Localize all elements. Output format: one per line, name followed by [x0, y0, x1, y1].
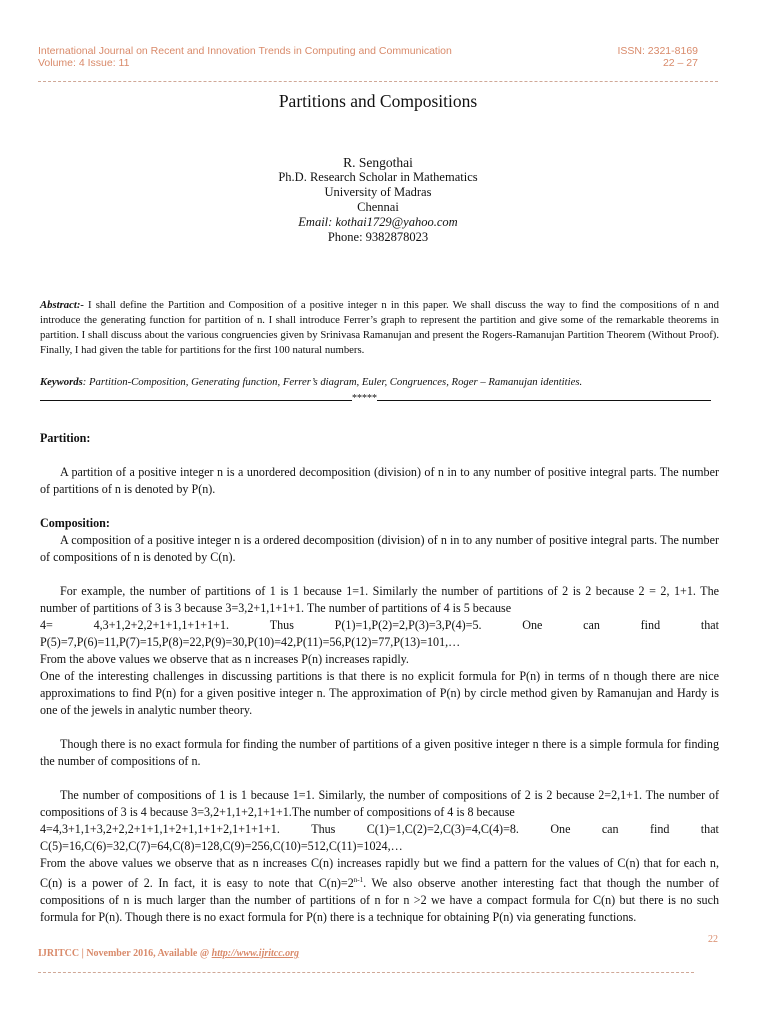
exact-formula-paragraph: Though there is no exact formula for finding the number of partitions of a given positive integer n there is a simple formula for finding the number of compositions of n.	[40, 737, 719, 768]
word: 4=4,3+1,1+3,2+2,2+1+1,1+2+1,1+1+2,1+1+1+1.	[40, 822, 280, 836]
partition-observation: From the above values we observe that as n increases P(n) increases rapidly.	[40, 652, 409, 666]
word: P(1)=1,P(2)=2,P(3)=3,P(4)=5.	[334, 618, 482, 632]
word: that	[700, 618, 719, 632]
keywords	[40, 376, 719, 388]
keywords-label: Keywords	[40, 376, 83, 388]
keywords-text: : Partition-Composition, Generating function, Ferrer’s diagram, Euler, Congruences, Roger – Ramanujan identities.	[82, 376, 583, 388]
page-number: 22	[708, 934, 718, 945]
author-email: Email: kothai1729@yahoo.com	[298, 215, 458, 229]
composition-example-line	[40, 821, 719, 838]
abstract	[40, 298, 719, 358]
journal-link[interactable]: http://www.ijritcc.org	[211, 948, 300, 959]
journal-header	[38, 45, 698, 69]
author-city: Chennai	[357, 200, 399, 214]
word: that	[700, 822, 719, 836]
composition-example: The number of compositions of 1 is 1 because 1=1. Similarly, the number of compositions of 2 is 2 because 2=2,1+1. The number of compositions of 3 is 4 because 3=3,2+1,1+2,1+1+1.The number of compositions of 4 is 8 because	[40, 788, 719, 819]
word: Thus	[311, 822, 336, 836]
word: 4=	[40, 618, 53, 632]
author-university: University of Madras	[324, 185, 432, 199]
page-range: 22 – 27	[662, 57, 698, 69]
exponent: n-1	[353, 876, 364, 884]
abstract-text: I shall define the Partition and Composition of a positive integer n in this paper. We shall discuss the way to find the compositions of n and introduce the generating function for partition of n. I shall introduce Ferrer’s graph to represent the partition and give some of the remarkable theorems in partition. I shall discuss about the various congruencies given by Srinivasa Ramanujan and present the Rogers-Ramanujan Partition Theorem (Without Proof). Finally, I had given the table for partitions for the first 100 natural numbers.	[40, 299, 719, 356]
abstract-label: Abstract:-	[40, 299, 84, 311]
separator-stars: *****	[352, 393, 377, 404]
composition-definition: A composition of a positive integer n is a ordered decomposition (division) of n in to any number of positive integral parts. The number of compositions of n is denoted by C(n).	[40, 533, 719, 564]
partition-definition: A partition of a positive integer n is a unordered decomposition (division) of n in to any number of positive integral parts. The number of partitions of n is denoted by P(n).	[40, 465, 719, 496]
volume-issue: Volume: 4 Issue: 11	[38, 57, 130, 69]
partition-example-line	[40, 617, 719, 634]
word: One	[522, 618, 543, 632]
footer-text: IJRITCC | November 2016, Available @	[38, 948, 212, 959]
word: 4,3+1,2+2,2+1+1,1+1+1+1.	[93, 618, 230, 632]
author-position: Ph.D. Research Scholar in Mathematics	[278, 170, 478, 184]
paper-title: Partitions and Compositions	[278, 91, 478, 111]
issn: ISSN: 2321-8169	[617, 45, 698, 57]
word: can	[583, 618, 600, 632]
author-phone: Phone: 9382878023	[327, 230, 429, 244]
footer-divider	[38, 972, 694, 973]
composition-observation: From the above values we observe that as n increases C(n) increases rapidly but we find a pattern for the values of C(n) that for each n, C(n) is a power of 2. In fact, it is easy to note that $C(n)=2^{n-1}$. We also observe another interesting fact that though the number of compositions of n is much larger than the number of partitions of n for n >2 we have a compact formula for C(n) but there is no such formula for P(n). Though there is no exact formula for P(n) there is a technique for obtaining P(n) via generating functions.	[40, 856, 719, 925]
word: find	[649, 822, 670, 836]
separator-line-right	[377, 400, 711, 401]
section-separator	[40, 393, 720, 404]
composition-heading: Composition:	[40, 516, 110, 530]
journal-name: International Journal on Recent and Innovation Trends in Computing and Communication	[38, 45, 452, 57]
composition-values: C(5)=16,C(6)=32,C(7)=64,C(8)=128,C(9)=256,C(10)=512,C(11)=1024,…	[40, 839, 403, 853]
header-divider	[38, 81, 718, 82]
author-name: R. Sengothai	[343, 155, 413, 170]
author-block	[0, 155, 756, 245]
word: One	[550, 822, 571, 836]
paper-body	[40, 430, 719, 926]
word: find	[640, 618, 661, 632]
footer	[38, 948, 299, 959]
word: can	[601, 822, 619, 836]
partition-example: For example, the number of partitions of 1 is 1 because 1=1. Similarly the number of partitions of 2 is 2 because 2 = 2, 1+1. The number of partitions of 3 is 3 because 3=3,2+1,1+1+1. The number of partitions of 4 is 5 because	[40, 584, 719, 615]
partition-values: P(5)=7,P(6)=11,P(7)=15,P(8)=22,P(9)=30,P(10)=42,P(11)=56,P(12)=77,P(13)=101,…	[40, 635, 461, 649]
word: Thus	[269, 618, 294, 632]
partition-challenge: One of the interesting challenges in discussing partitions is that there is no explicit formula for P(n) in terms of n though there are nice approximations to find P(n) for a given positive integer n. The approximation of P(n) by circle method given by Ramanujan and Hardy is one of the jewels in analytic number theory.	[40, 669, 719, 717]
partition-heading: Partition:	[40, 431, 91, 445]
word: C(1)=1,C(2)=2,C(3)=4,C(4)=8.	[366, 822, 519, 836]
separator-line-left	[40, 400, 352, 401]
